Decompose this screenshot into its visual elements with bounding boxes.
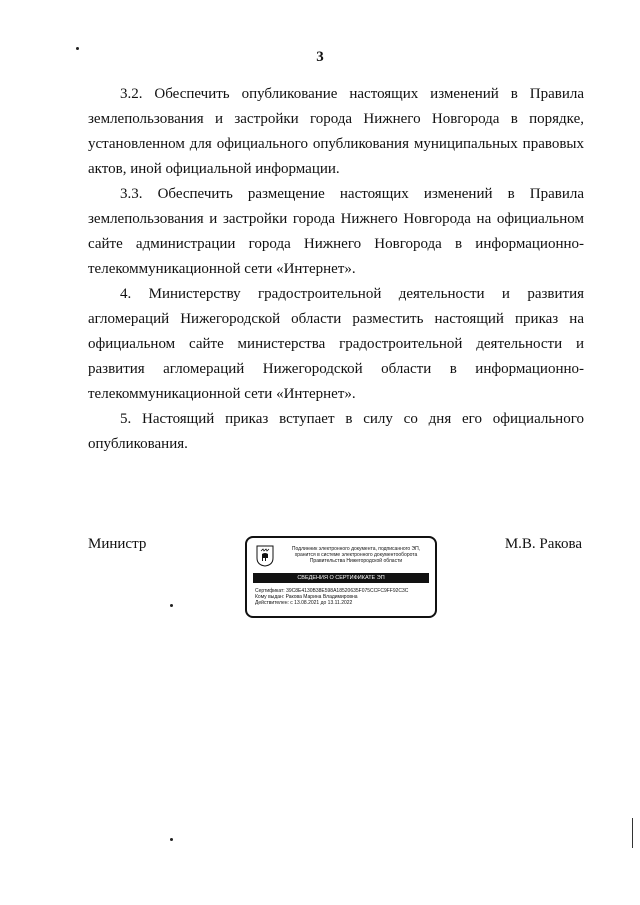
page-number: 3 xyxy=(316,49,324,65)
stamp-validity: Действителен: с 13.08.2021 до 13.11.2022 xyxy=(255,600,353,606)
document-body xyxy=(88,82,584,457)
paragraph-5: 5. Настоящий приказ вступает в силу со дня его официального опубликования. xyxy=(88,411,584,452)
deer-emblem-icon xyxy=(256,545,274,567)
paragraph-3-3: 3.3. Обеспечить размещение настоящих изменений в Правила землепользования и застройки города Нижнего Новгорода на официальном сайте администрации города Нижнего Новгорода в информационно-телекоммуникационной сети «Интернет». xyxy=(88,186,584,277)
signatory-name: М.В. Ракова xyxy=(504,536,582,552)
stamp-details xyxy=(255,588,431,606)
stamp-header-line: Подлинник электронного документа, подписанного ЭП, xyxy=(291,546,421,552)
scan-speck xyxy=(76,47,79,50)
stamp-certificate-bar: СВЕДЕНИЯ О СЕРТИФИКАТЕ ЭП xyxy=(253,573,429,583)
paragraph-3-2: 3.2. Обеспечить опубликование настоящих изменений в Правила землепользования и застройки города Нижнего Новгорода в порядке, установленном для официального опубликования муниципальных правовых актов, иной официальной информации. xyxy=(88,86,584,177)
stamp-header-line: Правительства Нижегородской области xyxy=(309,558,403,564)
stamp-owner: Кому выдан: Ракова Марина Владимировна xyxy=(255,594,358,600)
stamp-header-line: хранится в системе электронного документооборота xyxy=(294,552,418,558)
electronic-signature-stamp xyxy=(245,536,437,618)
stamp-header xyxy=(281,546,431,564)
scan-speck xyxy=(170,838,173,841)
scan-edge-line xyxy=(632,818,633,848)
scan-speck xyxy=(170,604,173,607)
stamp-certificate-number: Сертификат: 39C8E4130B38E598A18520635F075CCFC9FF92C3C xyxy=(255,588,409,594)
paragraph-4: 4. Министерству градостроительной деятельности и развития агломераций Нижегородской области разместить настоящий приказ на официальном сайте министерства градостроительной деятельности и развития агломераций Нижегородской области в информационно-телекоммуникационной сети «Интернет». xyxy=(88,286,584,402)
signatory-title: Министр xyxy=(88,536,147,552)
